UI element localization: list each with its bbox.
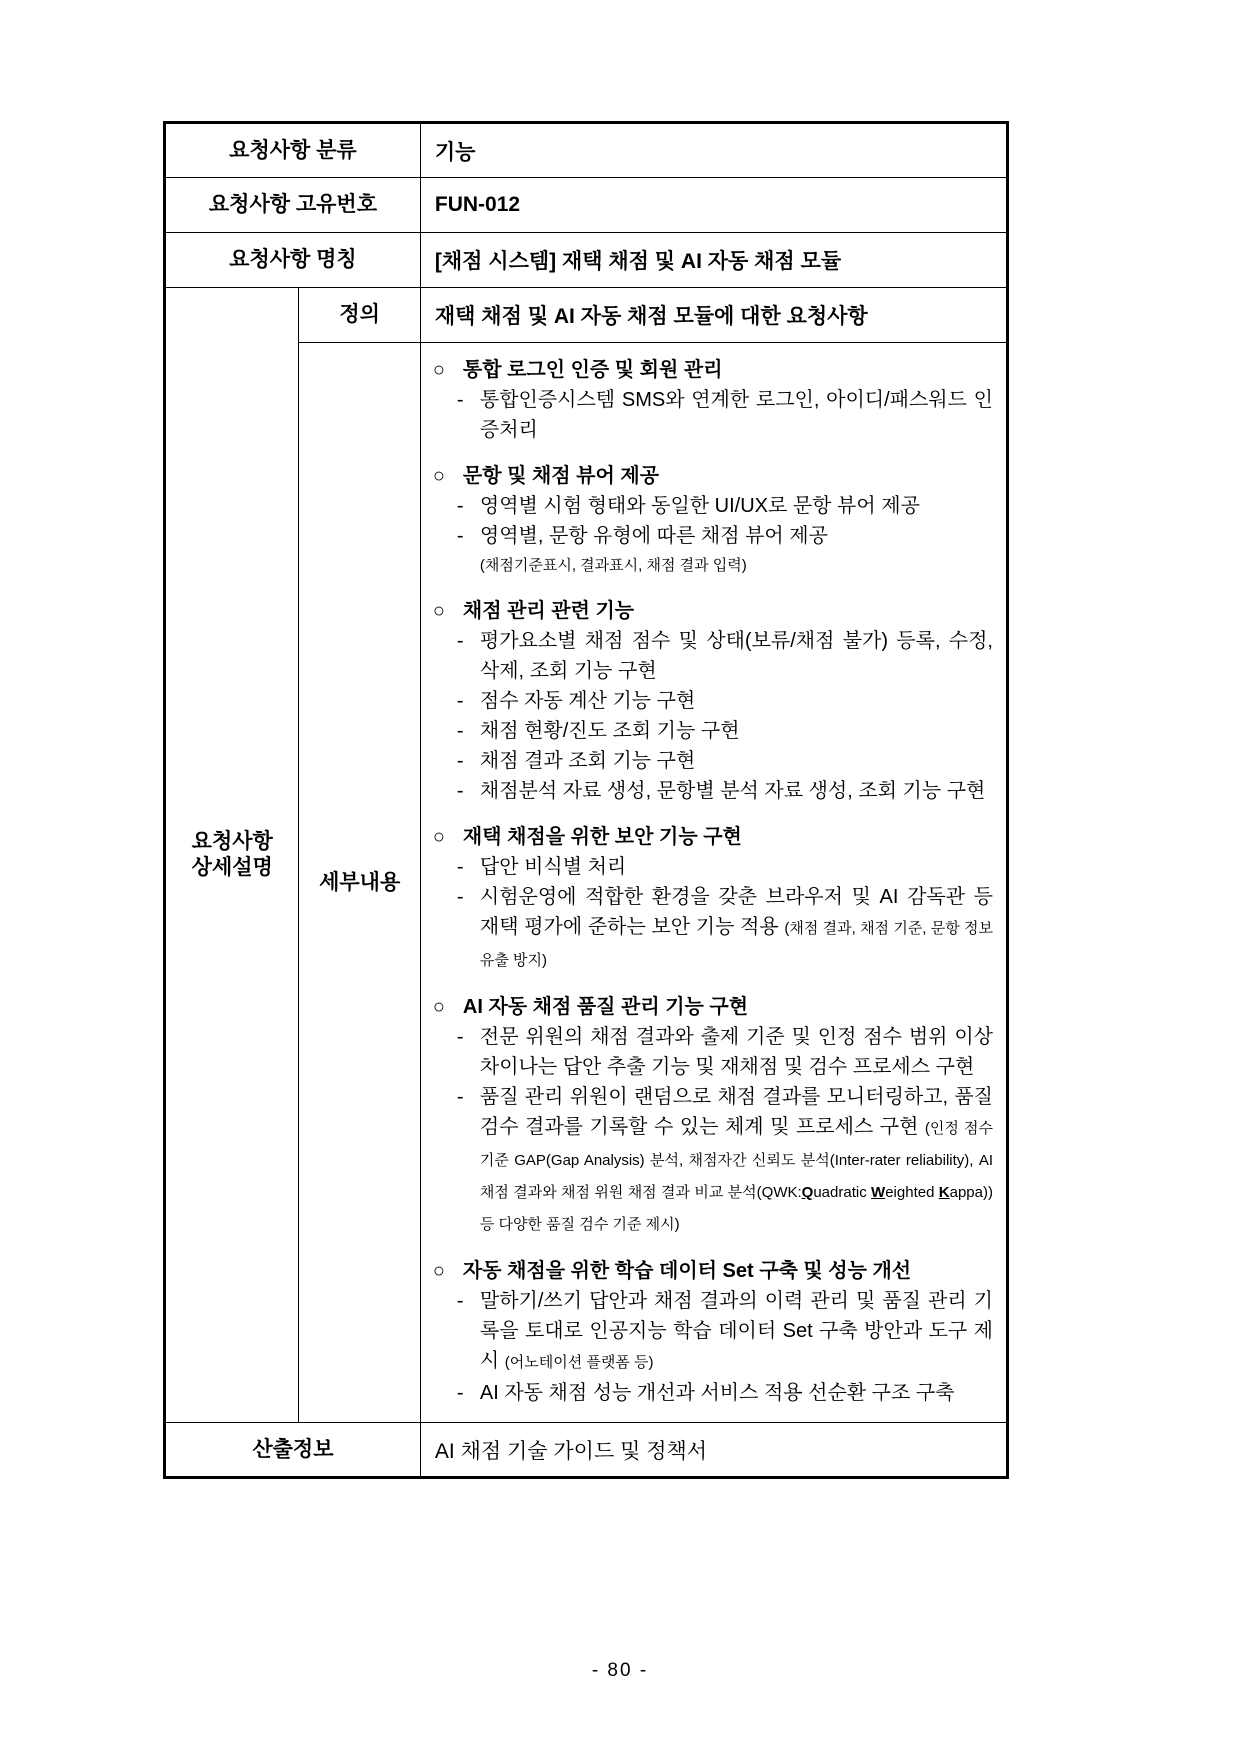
list-item — [433, 626, 993, 686]
circle-bullet: ○ — [432, 465, 445, 487]
table-row — [165, 123, 1008, 178]
dash-bullet: - — [456, 720, 464, 742]
section-title: 자동 채점을 위한 학습 데이터 Set 구축 및 성능 개선 — [462, 1260, 912, 1282]
circle-bullet: ○ — [432, 359, 445, 381]
list-item — [433, 746, 993, 776]
item-note: (채점 결과, 채점 기준, 문항 정보 유출 방지) — [479, 920, 993, 969]
page-number: - 80 - — [591, 1660, 649, 1681]
note-segment: appa)) 등 다양한 품질 검수 기준 제시) — [479, 1184, 993, 1233]
item-main-text: 시험운영에 적합한 환경을 갖춘 브라우저 및 AI 감독관 등 재택 평가에 준하는 보안 기능 적용 — [479, 886, 993, 938]
note-segment: uadratic — [813, 1184, 872, 1201]
content-label-cell: 세부내용 — [299, 343, 420, 1423]
list-item — [433, 1082, 993, 1240]
list-item — [433, 882, 993, 976]
section-title-row — [433, 992, 993, 1022]
list-item — [433, 716, 993, 746]
list-item — [433, 521, 993, 580]
content-section — [433, 461, 993, 580]
dash-bullet: - — [456, 780, 464, 802]
dash-bullet: - — [456, 1382, 464, 1404]
note-underline: K — [938, 1184, 950, 1201]
dash-bullet: - — [456, 690, 464, 712]
circle-bullet: ○ — [432, 600, 445, 622]
item-note: (어노테이션 플랫폼 등) — [504, 1354, 654, 1371]
section-title-row — [433, 1256, 993, 1286]
list-item — [433, 491, 993, 521]
content-section — [433, 992, 993, 1240]
sub-note: (채점기준표시, 결과표시, 채점 결과 입력) — [479, 557, 747, 574]
item-main-text: 말하기/쓰기 답안과 채점 결과의 이력 관리 및 품질 관리 기록을 토대로 인공지능 학습 데이터 Set 구축 방안과 도구 제시 — [479, 1290, 993, 1372]
table-row — [165, 288, 1008, 343]
item-text: 답안 비식별 처리 — [479, 856, 627, 878]
dash-bullet: - — [456, 1086, 464, 1108]
content-cell — [420, 343, 1007, 1423]
section-title-row — [433, 822, 993, 852]
item-text: AI 자동 채점 성능 개선과 서비스 적용 선순환 구조 구축 — [479, 1382, 955, 1404]
item-text: 전문 위원의 채점 결과와 출제 기준 및 인정 점수 범위 이상 차이나는 답안 추출 기능 및 재채점 및 검수 프로세스 구현 — [479, 1026, 993, 1078]
section-title-row — [433, 461, 993, 491]
list-item — [433, 852, 993, 882]
req-id-label-cell: 요청사항 고유번호 — [165, 178, 421, 233]
dash-bullet: - — [456, 1290, 464, 1312]
item-text — [480, 1082, 993, 1240]
list-item — [433, 1286, 993, 1378]
category-value-cell: 기능 — [420, 123, 1007, 178]
list-item — [433, 776, 993, 806]
dash-bullet: - — [456, 630, 464, 652]
req-id-value-cell: FUN-012 — [420, 178, 1007, 233]
dash-bullet: - — [456, 856, 464, 878]
item-text: 평가요소별 채점 점수 및 상태(보류/채점 불가) 등록, 수정, 삭제, 조회 기능 구현 — [479, 630, 993, 682]
definition-value-cell: 재택 채점 및 AI 자동 채점 모듈에 대한 요청사항 — [420, 288, 1007, 343]
dash-bullet: - — [456, 1026, 464, 1048]
note-underline: Q — [801, 1184, 814, 1201]
circle-bullet: ○ — [432, 996, 445, 1018]
item-text — [480, 521, 993, 580]
note-segment: eighted — [885, 1184, 939, 1201]
note-underline: W — [871, 1184, 886, 1201]
item-text — [480, 882, 993, 976]
item-text: 채점 결과 조회 기능 구현 — [479, 750, 696, 772]
requirements-table — [163, 121, 1009, 1479]
list-item — [433, 1022, 993, 1082]
section-title: 통합 로그인 인증 및 회원 관리 — [462, 359, 723, 381]
content-section — [433, 596, 993, 806]
content-section — [433, 822, 993, 976]
item-text — [480, 1286, 993, 1378]
dash-bullet: - — [456, 525, 464, 547]
list-item — [433, 385, 993, 445]
section-title: AI 자동 채점 품질 관리 기능 구현 — [462, 996, 749, 1018]
item-text: 영역별 시험 형태와 동일한 UI/UX로 문항 뷰어 제공 — [479, 495, 920, 517]
dash-bullet: - — [456, 886, 464, 908]
note-segment: (인정 점수 기준 GAP(Gap Analysis) 분석, 채점자간 신뢰도 분석(Inter-rater reliability), AI 채점 결과와 채점 위원 채점 결과 비교 분석(QWK: — [479, 1120, 994, 1201]
section-title: 채점 관리 관련 기능 — [462, 600, 635, 622]
item-main-text: 영역별, 문항 유형에 따른 채점 뷰어 제공 — [479, 525, 828, 547]
req-name-label-cell: 요청사항 명칭 — [165, 233, 421, 288]
detail-row-label-cell: 요청사항 상세설명 — [165, 288, 299, 1423]
item-text: 채점분석 자료 생성, 문항별 분석 자료 생성, 조회 기능 구현 — [479, 780, 986, 802]
item-main-text: 품질 관리 위원이 랜덤으로 채점 결과를 모니터링하고, 품질 검수 결과를 기록할 수 있는 체계 및 프로세스 구현 — [479, 1086, 993, 1138]
dash-bullet: - — [456, 389, 464, 411]
item-text: 통합인증시스템 SMS와 연계한 로그인, 아이디/패스워드 인증처리 — [479, 389, 993, 441]
table-row — [165, 178, 1008, 233]
item-text: 채점 현황/진도 조회 기능 구현 — [479, 720, 740, 742]
content-section — [433, 1256, 993, 1408]
content-section — [433, 355, 993, 445]
req-name-value-cell: [채점 시스템] 재택 채점 및 AI 자동 채점 모듈 — [420, 233, 1007, 288]
output-label-cell: 산출정보 — [165, 1423, 421, 1478]
circle-bullet: ○ — [432, 826, 445, 848]
circle-bullet: ○ — [432, 1260, 445, 1282]
definition-label-cell: 정의 — [299, 288, 420, 343]
dash-bullet: - — [456, 495, 464, 517]
table-row — [165, 233, 1008, 288]
section-title: 문항 및 채점 뷰어 제공 — [462, 465, 659, 487]
section-title: 재택 채점을 위한 보안 기능 구현 — [462, 826, 742, 848]
list-item — [433, 1378, 993, 1408]
table-row — [165, 1423, 1008, 1478]
item-text: 점수 자동 계산 기능 구현 — [479, 690, 696, 712]
list-item — [433, 686, 993, 716]
section-title-row — [433, 355, 993, 385]
output-value-cell: AI 채점 기술 가이드 및 정책서 — [420, 1423, 1007, 1478]
category-label-cell: 요청사항 분류 — [165, 123, 421, 178]
section-title-row — [433, 596, 993, 626]
dash-bullet: - — [456, 750, 464, 772]
